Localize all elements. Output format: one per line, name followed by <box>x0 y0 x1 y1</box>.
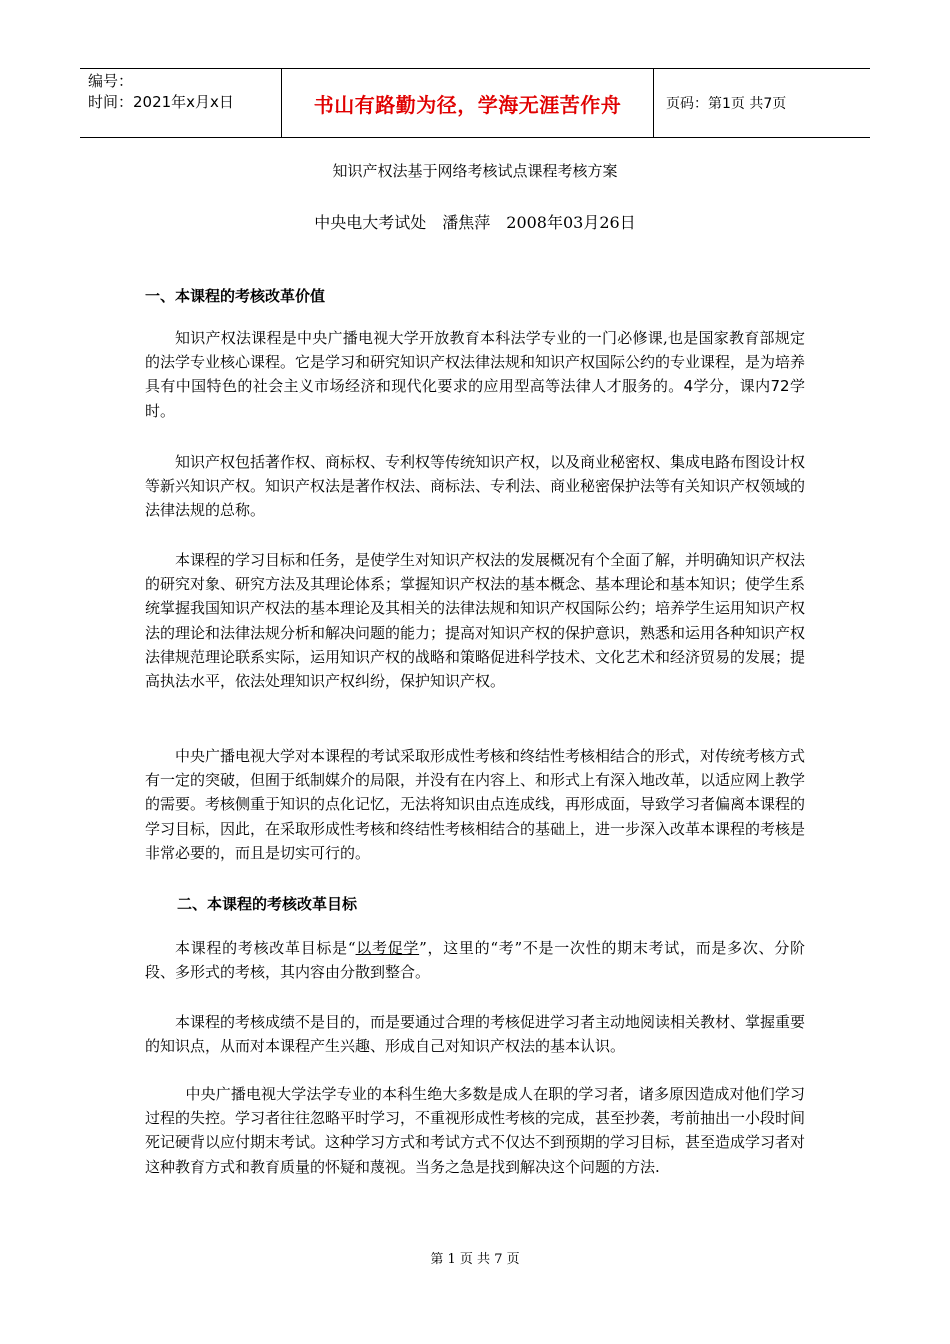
section-1-paragraph-3: 本课程的学习目标和任务，是使学生对知识产权法的发展概况有个全面了解，并明确知识产权法的研究对象、研究方法及其理论体系；掌握知识产权法的基本概念、基本理论和基本知识；使学生系统掌握我国知识产权法的基本理论及其相关的法律法规和知识产权国际公约；培养学生运用知识产权法的理论和法律法规分析和解决问题的能力；提高对知识产权的保护意识，熟悉和运用各种知识产权法律规范理论联系实际，运用知识产权的战略和策略促进科学技术、文化艺术和经济贸易的发展；提高执法水平，依法处理知识产权纠纷，保护知识产权。 <box>145 551 806 691</box>
document-date: 时间：2021年x月x日 <box>88 93 234 111</box>
section-2-paragraph-2: 本课程的考核成绩不是目的，而是要通过合理的考核促进学习者主动地阅读相关教材、掌握重要的知识点，从而对本课程产生兴趣、形成自己对知识产权法的基本认识。 <box>145 1013 806 1056</box>
section-2-heading: 二、本课程的考核改革目标 <box>177 895 358 913</box>
paragraph-text: 学分，课内 <box>693 377 771 396</box>
section-2-paragraph-1 <box>145 936 805 984</box>
paragraph-text: 本课程的考核改革目标是“ <box>175 939 356 957</box>
section-1-paragraph-4: 中央广播电视大学对本课程的考试采取形成性考核和终结性考核相结合的形式，对传统考核方式有一定的突破，但囿于纸制媒介的局限，并没有在内容上、和形式上有深入地改革，以适应网上教学的需要。考核侧重于知识的点化记忆，无法将知识由点连成线，再形成面，导致学习者偏离本课程的学习目标，因此，在采取形成性考核和终结性考核相结合的基础上，进一步深入改革本课程的考核是非常必要的，而且是切实可行的。 <box>145 747 806 862</box>
hours-value: 72 <box>770 377 790 396</box>
document-byline: 中央电大考试处 潘焦萍 2008年03月26日 <box>314 213 636 232</box>
section-2-paragraph-3: 中央广播电视大学法学专业的本科生绝大多数是成人在职的学习者，诸多原因造成对他们学习过程的失控。学习者往往忽略平时学习，不重视形成性考核的完成，甚至抄袭，考前抽出一小段时间死记硬背以应付期末考试。这种学习方式和考试方式不仅达不到预期的学习目标，甚至造成学习者对这种教育方式和教育质量的怀疑和蔑视。当务之急是找到解决这个问题的方法. <box>145 1085 806 1176</box>
page-indicator: 页码：第1页 共7页 <box>666 96 787 112</box>
credits-value: 4 <box>683 377 694 396</box>
header-meta <box>80 69 282 137</box>
header-table <box>80 68 870 138</box>
motto-text: 书山有路勤为径，学海无涯苦作舟 <box>313 92 622 117</box>
section-1-heading: 一、本课程的考核改革价值 <box>145 287 326 305</box>
header-page-cell <box>654 69 870 137</box>
section-1-paragraph-2: 知识产权包括著作权、商标权、专利权等传统知识产权，以及商业秘密权、集成电路布图设计权等新兴知识产权。知识产权法是著作权法、商标法、专利法、商业秘密保护法等有关知识产权领域的法律法规的总称。 <box>145 453 806 520</box>
section-1-paragraph-1 <box>145 326 805 423</box>
header-motto-cell <box>282 69 654 137</box>
document-number: 编号： <box>88 72 134 90</box>
document-title: 知识产权法基于网络考核试点课程考核方案 <box>332 162 618 180</box>
paragraph-text: 学时。 <box>145 377 805 420</box>
paragraph-text: 知识产权法课程是中央广播电视大学开放教育本科法学专业的一门必修课,也是国家教育部规定的法学专业核心课程。它是学习和研究知识产权法律法规和知识产权国际公约的专业课程，是为培养具有中国特色的社会主义市场经济和现代化要求的应用型高等法律人才服务的。 <box>145 329 806 396</box>
page-footer: 第 1 页 共 7 页 <box>430 1252 520 1267</box>
underlined-phrase: 以考促学 <box>355 939 420 957</box>
paragraph-text: ”，这里的“考”不是一次性的期末考试，而是多次、分阶段、多形式的考核，其内容由分散到整合。 <box>145 939 805 982</box>
